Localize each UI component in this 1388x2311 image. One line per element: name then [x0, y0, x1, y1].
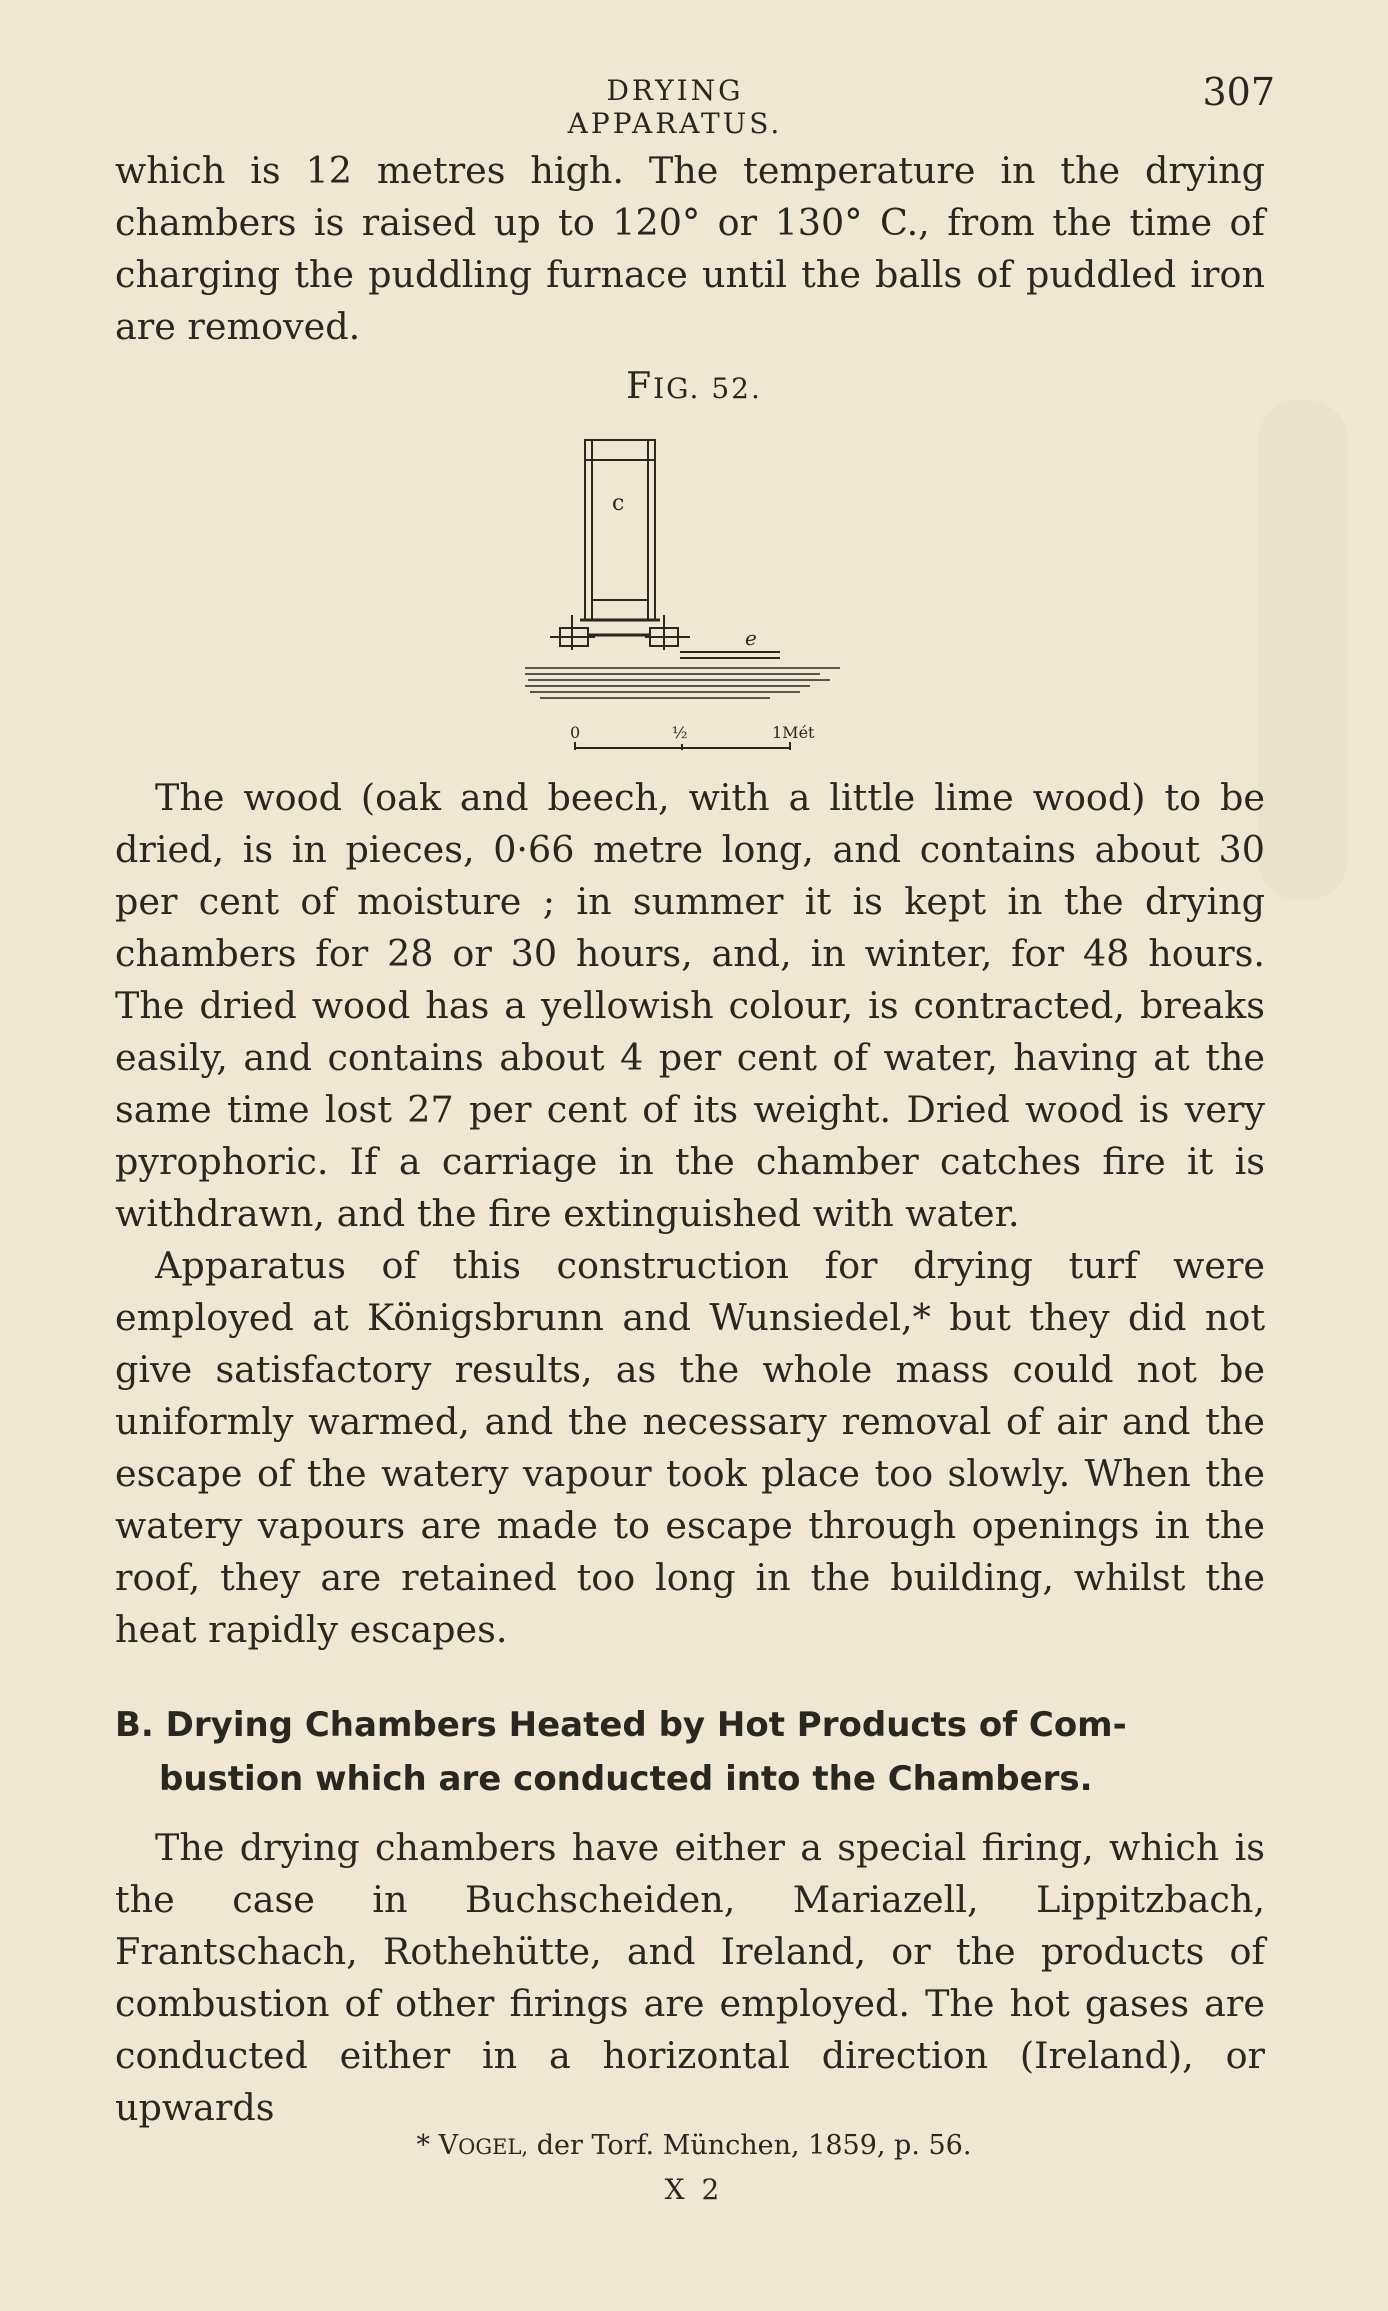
- running-head: [115, 70, 1275, 140]
- paragraph-4: [115, 1822, 1265, 2134]
- footnote: [0, 2130, 1388, 2161]
- running-title: DRYING APPARATUS.: [567, 74, 783, 140]
- chamber-outline: [585, 440, 655, 620]
- section-heading-b: [115, 1698, 1265, 1806]
- signature-mark: X 2: [664, 2173, 724, 2206]
- scale-label-half: ½: [672, 723, 688, 742]
- paragraph-2: [115, 772, 1265, 1240]
- ground-hatching: [525, 668, 840, 698]
- label-e: e: [745, 626, 757, 650]
- paragraph-4-text: The drying chambers have either a special firing, which is the case in Buchscheiden, Mariazell, Lippitzbach, Frantschach, Rothehütte, and Ireland, or the products of combustion of other firings are employed. The hot gases are conducted either in a horizontal direction (Ireland), or upwards: [115, 1826, 1265, 2129]
- section-heading-line-2: bustion which are conducted into the Chambers.: [159, 1759, 1093, 1799]
- paper-stain: [1258, 400, 1348, 900]
- figure-52-drying-chamber-diagram: [520, 430, 860, 760]
- paragraph-1: [115, 145, 1265, 353]
- paragraph-3: [115, 1240, 1265, 1656]
- figure-caption-initial: F: [626, 366, 654, 407]
- paragraph-3-text: Apparatus of this construction for drying turf were employed at Königsbrunn and Wunsiedel,* but they did not give satisfactory results, as the whole mass could not be uniformly warmed, and the necessary removal of air and the escape of the watery vapour took place too slowly. When the watery vapours are made to escape through openings in the roof, they are retained too long in the building, whilst the heat rapidly escapes.: [115, 1244, 1265, 1651]
- figure-caption: [0, 366, 1388, 407]
- paragraph-1-text: which is 12 metres high. The temperature in the drying chambers is raised up to 120° or 130° C., from the time of charging the puddling furnace until the balls of puddled iron are removed.: [115, 149, 1265, 348]
- footnote-author-initial: V: [438, 2130, 459, 2161]
- footnote-author-rest: OGEL,: [458, 2135, 529, 2159]
- scale-label-1-metre: 1Mét: [772, 723, 815, 742]
- label-c: c: [612, 491, 625, 516]
- section-heading-line-1: B. Drying Chambers Heated by Hot Products of Com-: [115, 1705, 1127, 1745]
- figure-caption-rest: IG. 52.: [653, 372, 762, 405]
- footnote-marker: *: [416, 2130, 431, 2161]
- paragraph-2-text: The wood (oak and beech, with a little lime wood) to be dried, is in pieces, 0·66 metre long, and contains about 30 per cent of moisture ; in summer it is kept in the drying chambers for 28 or 30 hours, and, in winter, for 48 hours. The dried wood has a yellowish colour, is contracted, breaks easily, and contains about 4 per cent of water, having at the same time lost 27 per cent of its weight. Dried wood is very pyrophoric. If a carriage in the chamber catches fire it is withdrawn, and the fire extinguished with water.: [115, 776, 1265, 1235]
- footnote-text: der Torf. München, 1859, p. 56.: [536, 2130, 972, 2161]
- scale-label-0: 0: [570, 723, 581, 742]
- page-number: 307: [1202, 70, 1275, 114]
